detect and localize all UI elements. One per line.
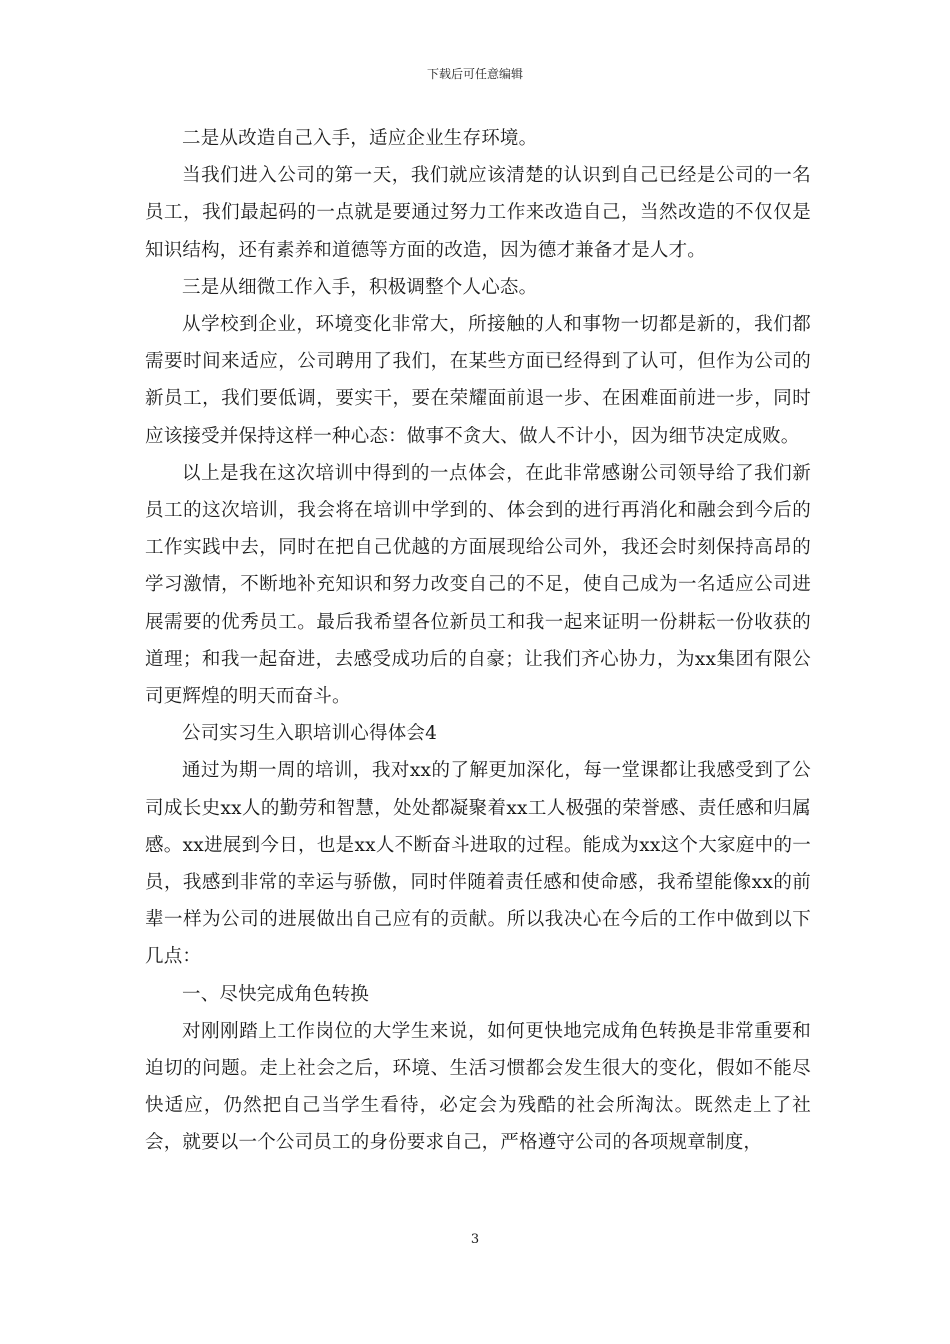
paragraph: 以上是我在这次培训中得到的一点体会，在此非常感谢公司领导给了我们新员工的这次培训，我会将在培训中学到的、体会到的进行再消化和融会到今后的工作实践中去，同时在把自己优越的方面展现给公司外，我还会时刻保持高昂的学习激情，不断地补充知识和努力改变自己的不足，使自己成为一名适应公司进展需要的优秀员工。最后我希望各位新员工和我一起来证明一份耕耘一份收获的道理；和我一起奋进，去感受成功后的自豪；让我们齐心协力，为xx集团有限公司更辉煌的明天而奋斗。 <box>145 462 811 708</box>
paragraph: 通过为期一周的培训，我对xx的了解更加深化，每一堂课都让我感受到了公司成长史xx人的勤劳和智慧，处处都凝聚着xx工人极强的荣誉感、责任感和归属感。xx进展到今日，也是xx人不断奋斗进取的过程。能成为xx这个大家庭中的一员，我感到非常的幸运与骄傲，同时伴随着责任感和使命感，我希望能像xx的前辈一样为公司的进展做出自己应有的贡献。所以我决心在今后的工作中做到以下几点： <box>145 760 811 968</box>
paragraph: 二是从改造自己入手，适应企业生存环境。 <box>182 128 538 149</box>
paragraph: 当我们进入公司的第一天，我们就应该清楚的认识到自己已经是公司的一名员工，我们最起码的一点就是要通过努力工作来改造自己，当然改造的不仅仅是知识结构，还有素养和道德等方面的改造，因为德才兼备才是人才。 <box>145 165 811 261</box>
paragraph: 从学校到企业，环境变化非常大，所接触的人和事物一切都是新的，我们都需要时间来适应，公司聘用了我们，在某些方面已经得到了认可，但作为公司的新员工，我们要低调，要实干，要在荣耀面前退一步、在困难面前进一步，同时应该接受并保持这样一种心态：做事不贪大、做人不计小，因为细节决定成败。 <box>145 314 811 447</box>
paragraph: 对刚刚踏上工作岗位的大学生来说，如何更快地完成角色转换是非常重要和迫切的问题。走上社会之后，环境、生活习惯都会发生很大的变化，假如不能尽快适应，仍然把自己当学生看待，必定会为残酷的社会所淘汰。既然走上了社会，就要以一个公司员工的身份要求自己，严格遵守公司的各项规章制度， <box>145 1020 811 1154</box>
paragraph: 三是从细微工作入手，积极调整个人心态。 <box>182 276 538 298</box>
document-body <box>145 120 811 1162</box>
page-number: 3 <box>470 1232 480 1247</box>
page-header: 下载后可任意编辑 <box>426 67 523 81</box>
section-heading: 公司实习生入职培训心得体会4 <box>182 723 438 745</box>
subsection-heading: 一、尽快完成角色转换 <box>182 983 370 1005</box>
